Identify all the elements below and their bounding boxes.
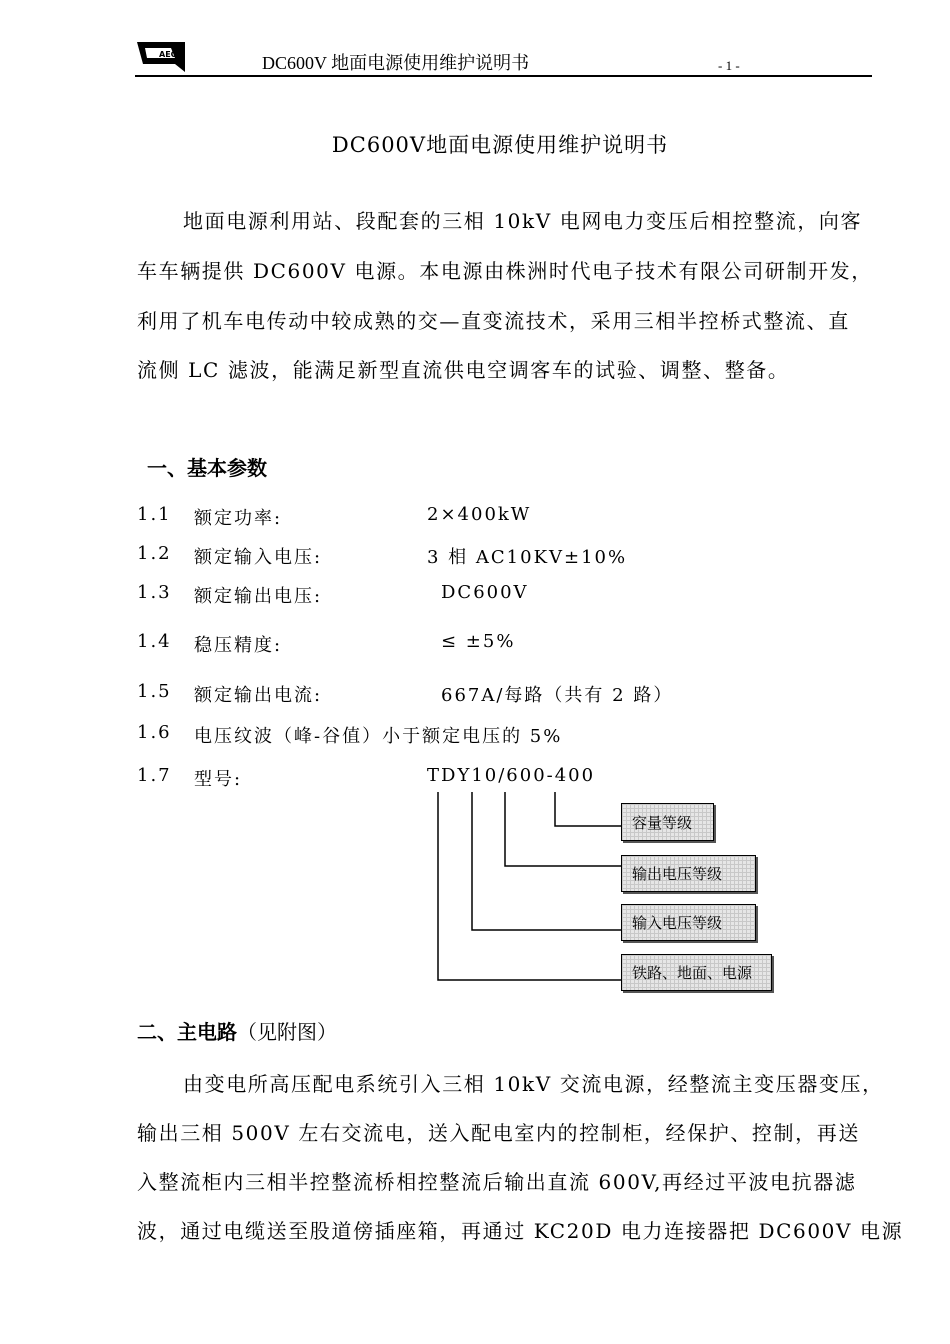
spec-row [137, 504, 837, 528]
model-box-input-voltage: 输入电压等级 [621, 904, 756, 941]
spec-number: 1.5 [137, 681, 172, 702]
spec-number: 1.3 [137, 582, 172, 603]
body-line: 波，通过电缆送至股道傍插座箱，再通过 KC20D 电力连接器把 DC600V 电源 [137, 1219, 904, 1243]
connector-line [472, 792, 621, 930]
model-box-railway-ground-power: 铁路、地面、电源 [621, 954, 772, 991]
section-heading: 一、基本参数 [147, 456, 267, 480]
document-title: DC600V地面电源使用维护说明书 [331, 133, 669, 157]
intro-line: 利用了机车电传动中较成熟的交—直变流技术，采用三相半控桥式整流、直 [137, 309, 850, 333]
spec-label: 电压纹波（峰-谷值）小于额定电压的 5% [194, 726, 563, 747]
spec-value: 667A/每路（共有 2 路） [441, 685, 674, 706]
company-logo [135, 38, 187, 76]
spec-value: TDY10/600-400 [427, 765, 596, 786]
header-rule [135, 75, 872, 77]
spec-value: ≤ ±5% [441, 631, 516, 652]
model-box-capacity: 容量等级 [621, 803, 714, 841]
spec-row [137, 631, 837, 655]
section-note: （见附图） [237, 1020, 337, 1044]
spec-row [137, 765, 837, 789]
intro-line: 地面电源利用站、段配套的三相 10kV 电网电力变压后相控整流，向客 [183, 209, 863, 233]
spec-number: 1.4 [137, 631, 172, 652]
body-line: 由变电所高压配电系统引入三相 10kV 交流电源，经整流主变压器变压， [183, 1072, 884, 1096]
spec-row [137, 681, 837, 705]
spec-number: 1.2 [137, 543, 172, 564]
spec-value: 3 相 AC10KV±10% [427, 547, 628, 568]
spec-row [137, 582, 837, 606]
header-page-number: - 1 - [718, 58, 740, 73]
spec-label: 额定功率: [194, 508, 283, 529]
spec-number: 1.6 [137, 722, 172, 743]
intro-line: 流侧 LC 滤波，能满足新型直流供电空调客车的试验、调整、整备。 [137, 358, 790, 382]
spec-label: 稳压精度: [194, 635, 283, 656]
section-title: 二、主电路 [137, 1020, 237, 1044]
model-box-output-voltage: 输出电压等级 [621, 855, 756, 892]
connector-line [438, 792, 621, 980]
spec-label: 型号: [194, 769, 243, 790]
spec-number: 1.7 [137, 765, 172, 786]
section-heading [137, 1016, 337, 1045]
logo-text: AEC [159, 50, 177, 59]
intro-line: 车车辆提供 DC600V 电源。本电源由株洲时代电子技术有限公司研制开发， [137, 259, 873, 283]
spec-number: 1.1 [137, 504, 172, 525]
spec-row [137, 722, 837, 746]
spec-label: 额定输出电流: [194, 685, 323, 706]
spec-value: DC600V [441, 582, 529, 603]
spec-value: 2×400kW [427, 504, 532, 525]
body-line: 输出三相 500V 左右交流电，送入配电室内的控制柜，经保护、控制，再送 [137, 1121, 860, 1145]
spec-label: 额定输出电压: [194, 586, 323, 607]
connector-line [505, 792, 621, 866]
spec-row [137, 543, 837, 567]
spec-label: 额定输入电压: [194, 547, 323, 568]
connector-line [555, 792, 621, 826]
header-title: DC600V 地面电源使用维护说明书 [262, 53, 530, 73]
body-line: 入整流柜内三相半控整流桥相控整流后输出直流 600V,再经过平波电抗器滤 [137, 1170, 857, 1194]
